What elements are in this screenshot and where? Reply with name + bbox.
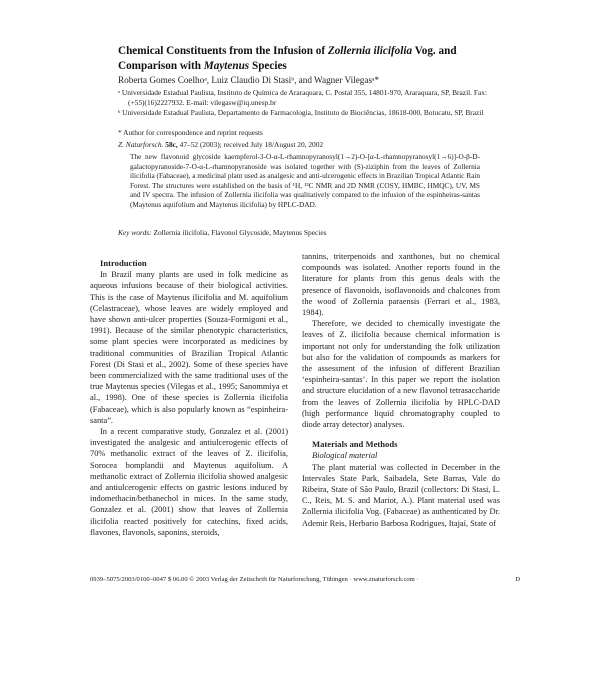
page-footer [90,575,520,584]
left-column [90,258,288,538]
subsection-heading: Biological material [312,451,378,461]
footer-mark: D [515,576,520,583]
author-list: Roberta Gomes Coelhoᵃ, Luiz Claudio Di Stasiᵇ, and Wagner Vilegasᵃ* [118,75,380,85]
footer-copyright: 0939–5075/2003/0100–0047 $ 06.00 © 2003 Verlag der Zeitschrift für Naturforschung, Tübingen · www.znaturforsch.com · [90,576,419,583]
keywords-label: Key words: [118,228,152,237]
keywords [118,228,498,238]
affiliation-b: ᵇ Universidade Estadual Paulista, Departamento de Farmacologia, Instituto de Biociências, 18618-000, Botucatu, SP, Brazil [118,108,484,118]
abstract-text: The new flavonoid glycoside kaempferol-3-O-α-L-rhamnopyranosyl(1→2)-O-[α-L-rhamnopyranosyl(1→6)]-O-β-D-galactopyranoside-7-O-α-L-rhamnopyranoside was isolated together with (S)-ziziphin from the leaves of Zollernia ilicifolia (Fabaceae), a medicinal plant used as analgesic and anti-ulcerogenic effects in Brazilian Tropical Atlantic Rain Forest. The structures were established on the basis of ¹H, ¹³C NMR and 2D NMR (COSY, HMBC, HMQC), UV, MS and IV spectra. The infusion of Zollernia ilicifolia was qualitatively compared to the infusion of the espinheiras-santas (Maytenus aquifolium and Maytenus ilicifolia) by HPLC-DAD. [130,152,480,209]
journal-name: Z. Naturforsch. [118,140,164,149]
correspondence-note: * Author for correspondence and reprint requests [118,128,263,137]
right-column [302,251,500,529]
section-heading-introduction: Introduction [100,258,147,268]
paragraph: The plant material was collected in December in the Intervales State Park, Saibadela, Sete Barras, Vale do Ribeira, State of São Paulo, Brazil (collectors: Di Stasi, L. C., Reis, M. S. and Mariot, A.). Plant material used was Zollernia ilicifolia Vog. (Fabaceae) as authenticated by Dr. Ademir Reis, Herbario Barbosa Rodrigues, Itajaí, State of [302,462,500,528]
keywords-text: Zollernia ilicifolia, Flavonol Glycoside, Maytenus Species [151,228,327,237]
affiliations [118,88,498,119]
journal-details: 47–52 (2003); received July 18/August 20, 2002 [177,140,324,149]
journal-volume: 58c, [165,140,178,149]
paper-title: Chemical Constituents from the Infusion of Zollernia ilicifolia Vog. and Comparison with Maytenus Species [118,45,457,72]
paragraph: In a recent comparative study, Gonzalez et al. (2001) investigated the analgesic and antiulcerogenic effects of 70% methanolic extract of the leaves of Z. ilicifolia, Sorocea bomplandii and Maytenus aquifolium. A methanolic extract of Zollernia ilicifolia showed analgesic and antiulcerogenic effects on gastric lesions induced by indomethacin/bethanechol in mices. In the same study, Gonzalez et al. (2001) show that leaves of Zollernia ilicifolia reacted positively for catechins, fixed acids, flavones, flavonols, saponins, steroids, [90,427,288,537]
paragraph: Therefore, we decided to chemically investigate the leaves of Z. ilicifolia because chemical information is important not only for understanding the folk utilization but also for the validation of compounds as markers for the assessment of the infusion of different Brazilian ‘espinheira-santas’. In this paper we report the isolation and structure elucidation of a new flavonol tetrasaccharide from the leaves of Zollernia ilicifolia by HPLC-DAD (high performance liquid chromatography coupled to diode array detector) analyses. [302,319,500,430]
affiliation-a: ᵃ Universidade Estadual Paulista, Instituto de Química de Araraquara, C. Postal 355, 14801-970, Araraquara, SP, Brazil. Fax: (+55)(16)2227932. E-mail: vilegasw@iq.unesp.br [118,88,488,107]
abstract [130,152,480,209]
paragraph: tannins, triterpenoids and xanthones, but no chemical compounds was isolated. Another reports found in the literature for plants from this genus deals with the presence of flavonoids, isoflavonoids and chalcones from the wood of Zollernia paraensis (Ferrari et al., 1983, 1984). [302,252,500,318]
section-heading-methods: Materials and Methods [312,439,398,450]
paragraph: In Brazil many plants are used in folk medicine as aqueous infusions because of their biological activities. This is the case of Maytenus ilicifolia and M. aquifolium (Celastraceae), whose leaves are widely employed and have shown anti-ulcer properties (Souza-Formigoni et al., 1991). Because of the similar phenotypic characteristics, some plant species were incorporated as medicines by traditional communities of Brazilian Tropical Atlantic Forest (Di Stasi et al., 2002). Some of these species have been commercialized with the same traditional uses of the true Maytenus species (Vilegas et al., 1995; Sanommiya et al., 1998). One of these species is Zollernia ilicifolia (Fabaceae), which is also popularly known as “espinheira-santa”. [90,270,288,425]
journal-citation [118,140,498,150]
